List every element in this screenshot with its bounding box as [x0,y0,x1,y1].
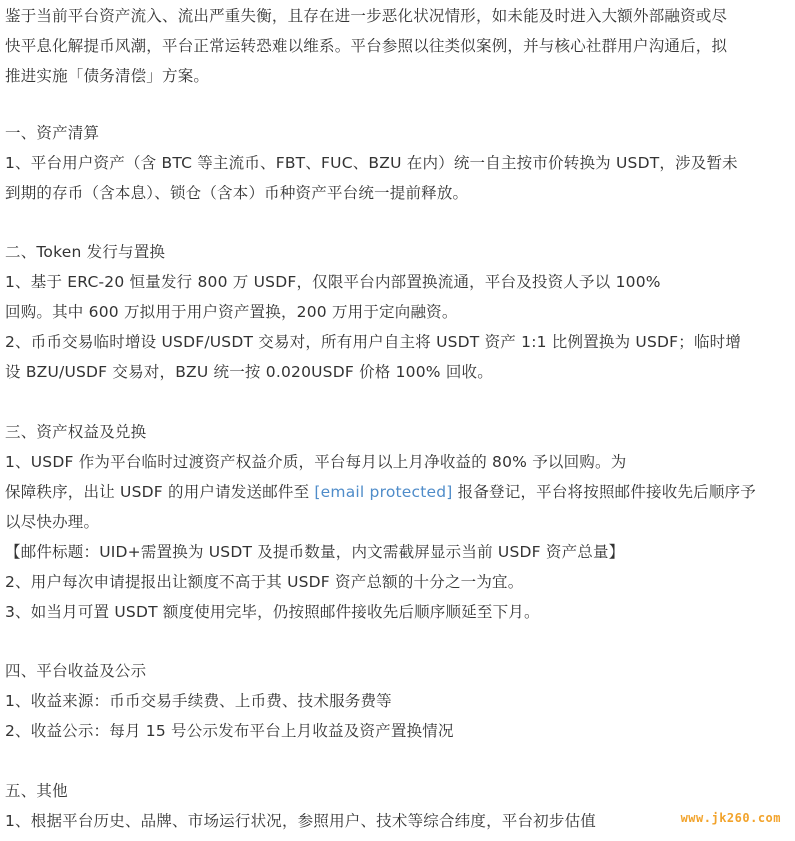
section3-line-1: 1、USDF 作为平台临时过渡资产权益介质，平台每月以上月净收益的 80% 予以回购。为 [5,453,627,471]
site-watermark: www.jk260.com [680,811,781,825]
section5-line-1: 1、根据平台历史、品牌、市场运行状况，参照用户、技术等综合纬度，平台初步估值 [5,812,596,830]
intro-line-3: 推进实施「债务清偿」方案。 [5,67,210,85]
section2-line-1: 1、基于 ERC-20 恒量发行 800 万 USDF，仅限平台内部置换流通，平台及投资人予以 100% [5,273,661,291]
section4-heading: 四、平台收益及公示 [5,662,147,680]
section3-line-2-after: 报备登记，平台将按照邮件接收先后顺序予 [452,483,756,501]
section3-line-2 [5,477,756,507]
intro-line-1: 鉴于当前平台资产流入、流出严重失衡，且存在进一步恶化状况情形，如未能及时进入大额外部融资或尽 [5,7,728,25]
section2-line-3: 2、币币交易临时增设 USDF/USDT 交易对，所有用户自主将 USDT 资产 1:1 比例置换为 USDF；临时增 [5,333,742,351]
section1-line-1: 1、平台用户资产（含 BTC 等主流币、FBT、FUC、BZU 在内）统一自主按市价转换为 USDT，涉及暂未 [5,154,738,172]
section3-heading: 三、资产权益及兑换 [5,423,147,441]
section3-line-3: 以尽快办理。 [5,513,100,531]
section3-line-6: 3、如当月可置 USDT 额度使用完毕，仍按照邮件接收先后顺序顺延至下月。 [5,603,540,621]
intro-line-2: 快平息化解提币风潮，平台正常运转恐难以维系。平台参照以往类似案例，并与核心社群用户沟通后，拟 [5,37,728,55]
email-link[interactable]: [email protected] [314,483,453,501]
section4-line-2: 2、收益公示：每月 15 号公示发布平台上月收益及资产置换情况 [5,722,454,740]
section3-line-5: 2、用户每次申请提报出让额度不高于其 USDF 资产总额的十分之一为宜。 [5,573,524,591]
section2-line-2: 回购。其中 600 万拟用于用户资产置换，200 万用于定向融资。 [5,303,458,321]
section3-line-4: 【邮件标题：UID+需置换为 USDT 及提币数量，内文需截屏显示当前 USDF 资产总量】 [5,543,625,561]
section3-line-2-before: 保障秩序，出让 USDF 的用户请发送邮件至 [5,483,315,501]
section2-line-4: 设 BZU/USDF 交易对，BZU 统一按 0.020USDF 价格 100% 回收。 [5,363,493,381]
section5-heading: 五、其他 [5,782,68,800]
section2-heading: 二、Token 发行与置换 [5,243,166,261]
section1-line-2: 到期的存币（含本息）、锁仓（含本）币种资产平台统一提前释放。 [5,184,469,202]
section4-line-1: 1、收益来源：币币交易手续费、上币费、技术服务费等 [5,692,392,710]
section1-heading: 一、资产清算 [5,124,100,142]
